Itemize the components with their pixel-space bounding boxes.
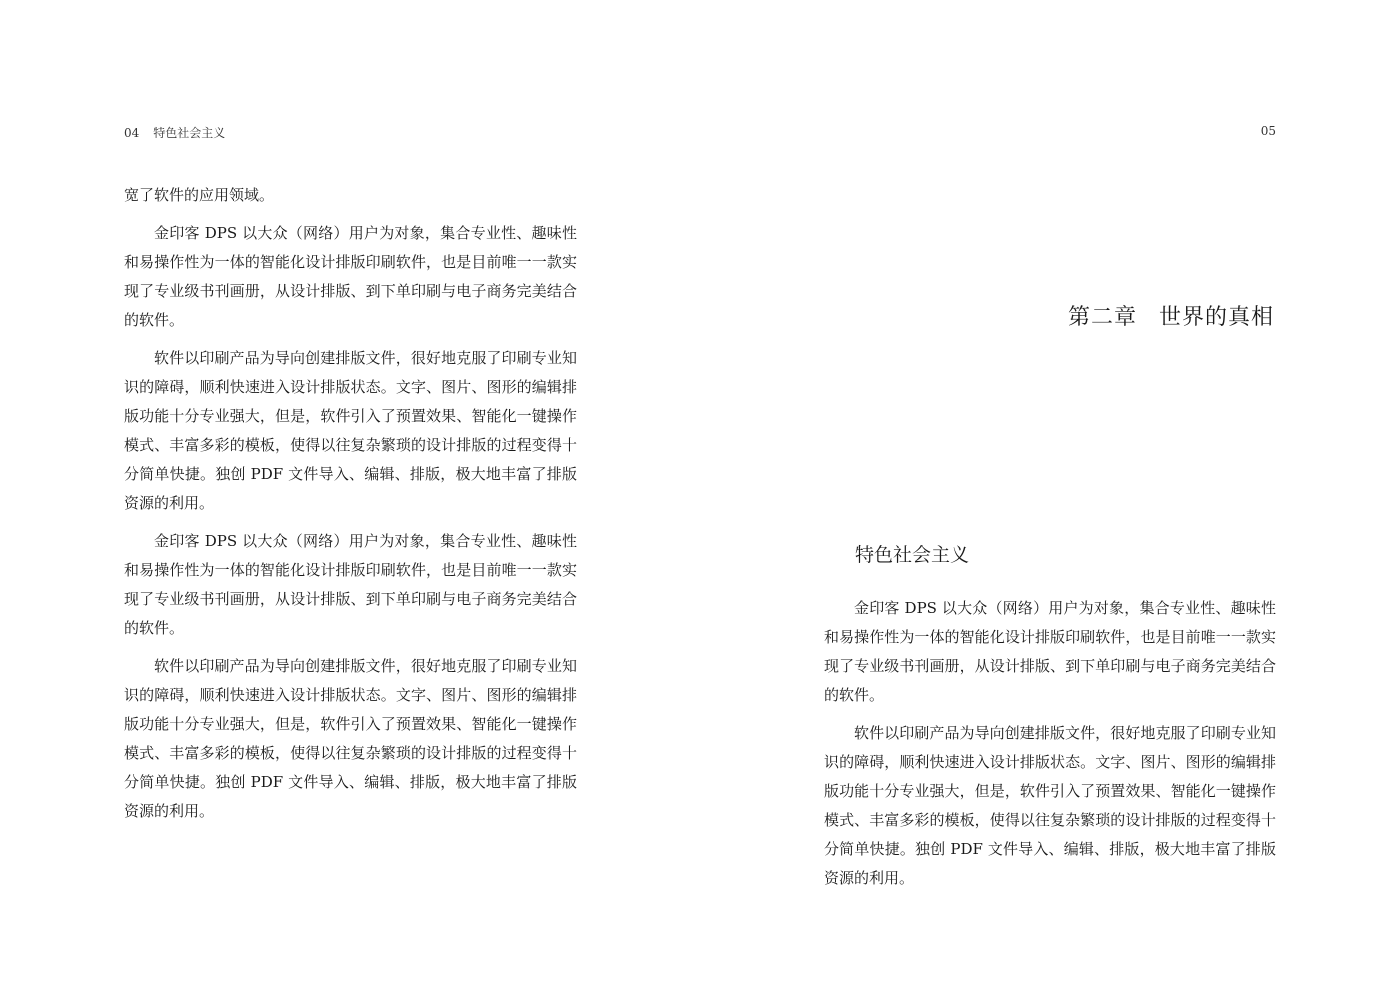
paragraph: 软件以印刷产品为导向创建排版文件，很好地克服了印刷专业知识的障碍，顺利快速进入设计排版状态。文字、图片、图形的编辑排版功能十分专业强大，但是，软件引入了预置效果、智能化一键操作模式、丰富多彩的模板，使得以往复杂繁琐的设计排版的过程变得十分简单快捷。独创 PDF 文件导入、编辑、排版，极大地丰富了排版资源的利用。 xyxy=(124,349,577,512)
paragraph: 金印客 DPS 以大众（网络）用户为对象，集合专业性、趣味性和易操作性为一体的智能化设计排版印刷软件，也是目前唯一一款实现了专业级书刊画册，从设计排版、到下单印刷与电子商务完美结合的软件。 xyxy=(824,599,1276,704)
right-body-text xyxy=(824,594,1276,902)
paragraph: 软件以印刷产品为导向创建排版文件，很好地克服了印刷专业知识的障碍，顺利快速进入设计排版状态。文字、图片、图形的编辑排版功能十分专业强大，但是，软件引入了预置效果、智能化一键操作模式、丰富多彩的模板，使得以往复杂繁琐的设计排版的过程变得十分简单快捷。独创 PDF 文件导入、编辑、排版，极大地丰富了排版资源的利用。 xyxy=(824,724,1276,887)
right-running-head xyxy=(1261,124,1276,138)
left-body-text xyxy=(124,181,577,835)
chapter-title: 世界的真相 xyxy=(1158,305,1274,330)
left-running-head xyxy=(124,124,225,141)
left-page-number: 04 xyxy=(124,126,140,140)
right-page xyxy=(699,0,1398,982)
paragraph: 金印客 DPS 以大众（网络）用户为对象，集合专业性、趣味性和易操作性为一体的智能化设计排版印刷软件，也是目前唯一一款实现了专业级书刊画册，从设计排版、到下单印刷与电子商务完美结合的软件。 xyxy=(124,532,577,637)
chapter-heading xyxy=(1068,300,1274,331)
paragraph: 软件以印刷产品为导向创建排版文件，很好地克服了印刷专业知识的障碍，顺利快速进入设计排版状态。文字、图片、图形的编辑排版功能十分专业强大，但是，软件引入了预置效果、智能化一键操作模式、丰富多彩的模板，使得以往复杂繁琐的设计排版的过程变得十分简单快捷。独创 PDF 文件导入、编辑、排版，极大地丰富了排版资源的利用。 xyxy=(124,657,577,820)
left-running-title: 特色社会主义 xyxy=(153,126,226,140)
right-page-number: 05 xyxy=(1260,124,1276,138)
paragraph: 金印客 DPS 以大众（网络）用户为对象，集合专业性、趣味性和易操作性为一体的智能化设计排版印刷软件，也是目前唯一一款实现了专业级书刊画册，从设计排版、到下单印刷与电子商务完美结合的软件。 xyxy=(124,224,577,329)
paragraph: 宽了软件的应用领域。 xyxy=(124,186,275,204)
chapter-label: 第二章 xyxy=(1067,305,1137,330)
section-title: 特色社会主义 xyxy=(855,544,970,566)
